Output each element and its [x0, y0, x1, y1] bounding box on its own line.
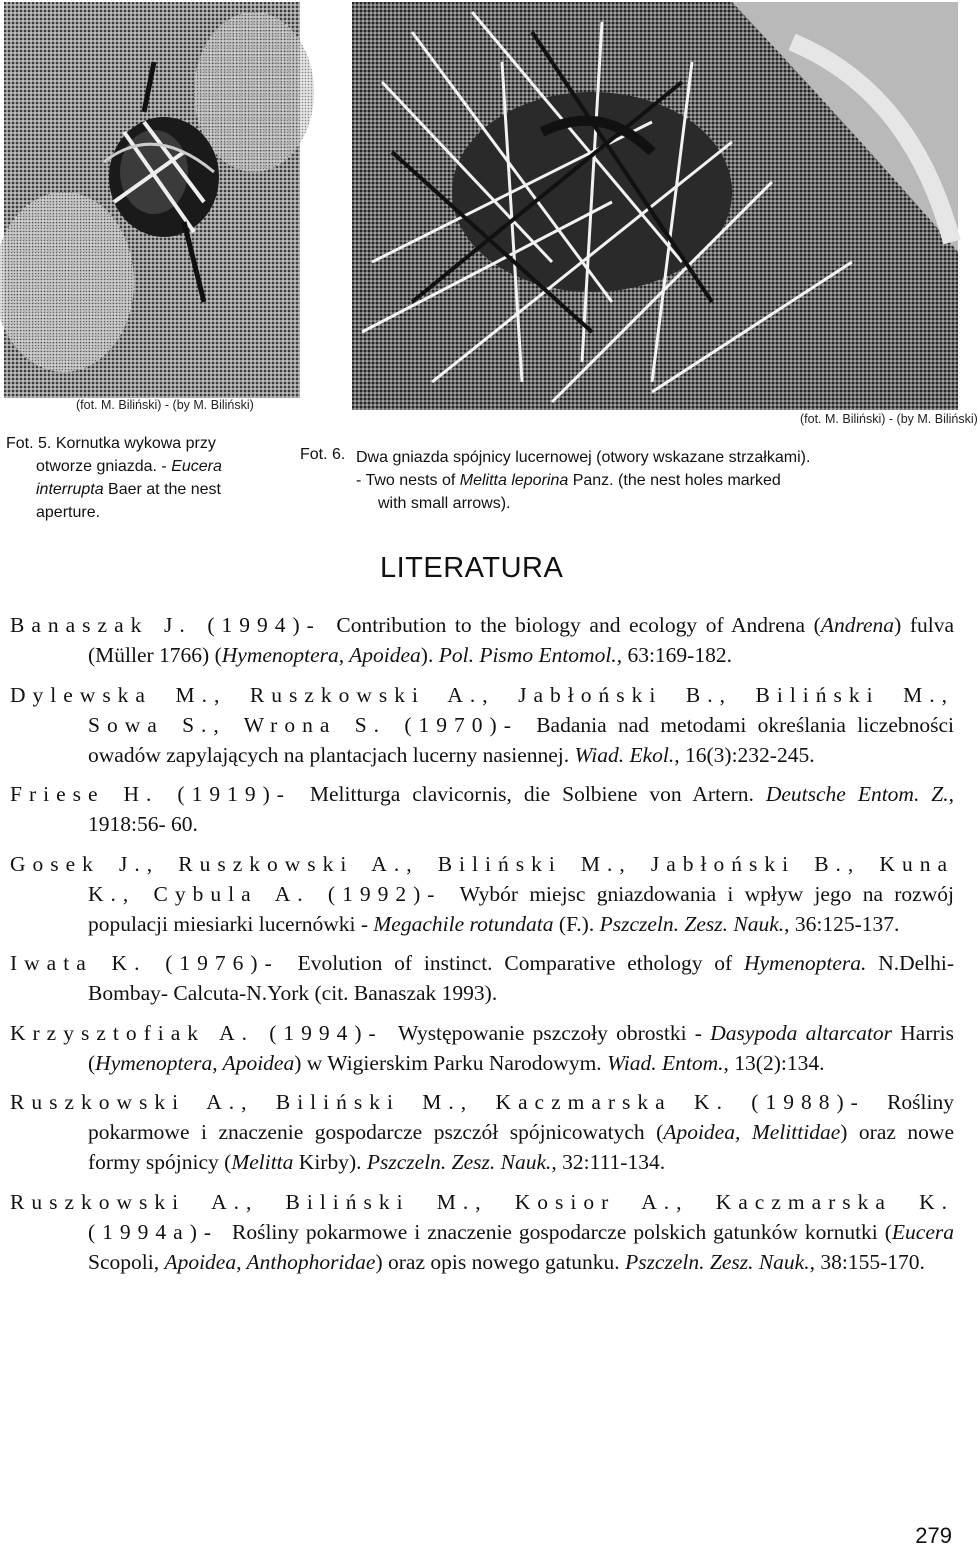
reference-entry — [10, 948, 954, 1008]
reference-authors: Dylewska M., Ruszkowski A., Jabłoński B., Biliński M., Sowa S., Wrona S. — [10, 682, 954, 737]
reference-text: Hymenoptera, Apoidea — [221, 643, 421, 667]
figure-5-photo — [4, 2, 300, 398]
reference-text: Pszczeln. Zesz. Nauk. — [625, 1249, 810, 1274]
reference-text: Wybór miejsc gniazdowania i wpływ jego na rozwój populacji miesiarki lucernówki - — [88, 881, 954, 936]
reference-authors: Ruszkowski A., Biliński M., Kaczmarska K. — [10, 1090, 752, 1114]
reference-text: , 16(3):232-245. — [674, 742, 815, 767]
reference-year: (1919)- — [177, 782, 310, 806]
references-list — [10, 610, 954, 1286]
reference-text: ) oraz nowe formy spójnicy ( — [88, 1120, 954, 1174]
figure-6-label: Fot. 6. — [300, 446, 346, 463]
reference-authors: Gosek J., Ruszkowski A., Biliński M., Jabłoński B., Kuna K., Cybula A. — [10, 851, 954, 906]
reference-text: N.Delhi-Bombay- Calcuta-N.York (cit. Banaszak 1993). — [88, 951, 955, 1005]
reference-text: Hymenoptera. — [743, 951, 867, 975]
reference-text: Eucera — [891, 1219, 954, 1244]
reference-text: Występowanie pszczoły obrostki - — [397, 1020, 711, 1045]
reference-text: (F.). — [553, 911, 600, 936]
reference-text: , 32:111-134. — [551, 1150, 666, 1174]
reference-text: , 38:155-170. — [809, 1249, 925, 1274]
reference-text: Harris ( — [88, 1020, 954, 1075]
reference-entry — [10, 610, 954, 670]
reference-authors: Banaszak J. — [10, 613, 208, 637]
reference-text: Melitturga clavicornis, die Solbiene von Artern. — [309, 782, 766, 806]
reference-text: Pol. Pismo Entomol. — [438, 643, 617, 667]
reference-text: Pszczeln. Zesz. Nauk. — [366, 1150, 552, 1174]
reference-year: (1976)- — [165, 951, 298, 975]
reference-text: , 63:169-182. — [616, 643, 732, 667]
reference-authors: Friese H. — [10, 782, 178, 806]
reference-text: Contribution to the biology and ecology of Andrena ( — [336, 613, 821, 637]
figure-6-photo — [352, 2, 958, 410]
reference-year: (1994)- — [207, 613, 337, 637]
reference-authors: Krzysztofiak A. — [10, 1020, 270, 1045]
reference-text: Andrena — [820, 613, 895, 637]
reference-text: ) fulva (Müller 1766) ( — [88, 613, 954, 667]
reference-entry — [10, 680, 954, 770]
reference-entry — [10, 1087, 954, 1177]
reference-text: Dasypoda altarcator — [710, 1020, 893, 1045]
two-nests-image — [352, 2, 958, 410]
reference-year: (1994a)- — [88, 1219, 232, 1244]
reference-text: Wiad. Ekol. — [574, 742, 675, 767]
reference-text: Rośliny pokarmowe i znaczenie gospodarcze polskich gatunków kornutki ( — [231, 1219, 892, 1244]
reference-text: Kirby). — [293, 1150, 367, 1174]
reference-authors: Iwata K. — [10, 951, 166, 975]
reference-text: Deutsche Entom. Z. — [765, 782, 949, 806]
reference-text: ) oraz opis nowego gatunku. — [375, 1249, 626, 1274]
reference-text: , 13(2):134. — [723, 1050, 825, 1075]
reference-text: ). — [420, 643, 439, 667]
reference-entry — [10, 779, 954, 839]
reference-entry — [10, 1187, 954, 1277]
reference-entry — [10, 849, 954, 939]
reference-text: Badania nad metodami określania liczebności owadów zapylających na plantacjach lucerny nasiennej. — [88, 712, 955, 767]
reference-year: (1994)- — [269, 1020, 398, 1045]
reference-entry — [10, 1018, 954, 1078]
bee-at-nest-image — [4, 2, 300, 398]
reference-authors: Ruszkowski A., Biliński M., Kosior A., Kaczmarska K. — [10, 1189, 954, 1214]
figure-5-label: Fot. 5. — [6, 435, 52, 452]
reference-text: Wiad. Entom. — [607, 1050, 724, 1075]
page-number: 279 — [915, 1523, 952, 1548]
reference-text: Rośliny pokarmowe i znaczenie gospodarcze pszczół spójnicowatych ( — [88, 1090, 954, 1144]
reference-text: , 36:125-137. — [784, 911, 900, 936]
figure-5-caption: Fot. 5. Kornutka wykowa przy otworze gniazda. - Eucera interrupta Baer at the nest aperture. — [6, 435, 222, 521]
reference-text: Scopoli, — [88, 1249, 165, 1274]
reference-text: Hymenoptera, Apoidea — [95, 1050, 295, 1075]
section-heading: LITERATURA — [380, 552, 564, 584]
reference-text: ) w Wigierskim Parku Narodowym. — [294, 1050, 608, 1075]
reference-year: (1970)- — [404, 712, 537, 737]
reference-text: Pszczeln. Zesz. Nauk. — [599, 911, 785, 936]
figure-6-caption: Dwa gniazda spójnicy lucernowej (otwory wskazane strzałkami). - Two nests of Melitta leporina Panz. (the nest holes marked with small arrows). — [356, 449, 811, 512]
figure-5-credit: (fot. M. Biliński) - (by M. Biliński) — [76, 398, 254, 412]
figure-6-credit: (fot. M. Biliński) - (by M. Biliński) — [800, 412, 978, 426]
reference-text: Megachile rotundata — [373, 911, 554, 936]
reference-text: , 1918:56- 60. — [88, 782, 955, 836]
reference-text: Melitta — [231, 1150, 294, 1174]
reference-year: (1988)- — [751, 1090, 888, 1114]
reference-year: (1992)- — [327, 881, 460, 906]
reference-text: Apoidea, Anthophoridae — [164, 1249, 376, 1274]
reference-text: Apoidea, Melittidae — [663, 1120, 841, 1144]
reference-text: Evolution of instinct. Comparative ethology of — [297, 951, 744, 975]
